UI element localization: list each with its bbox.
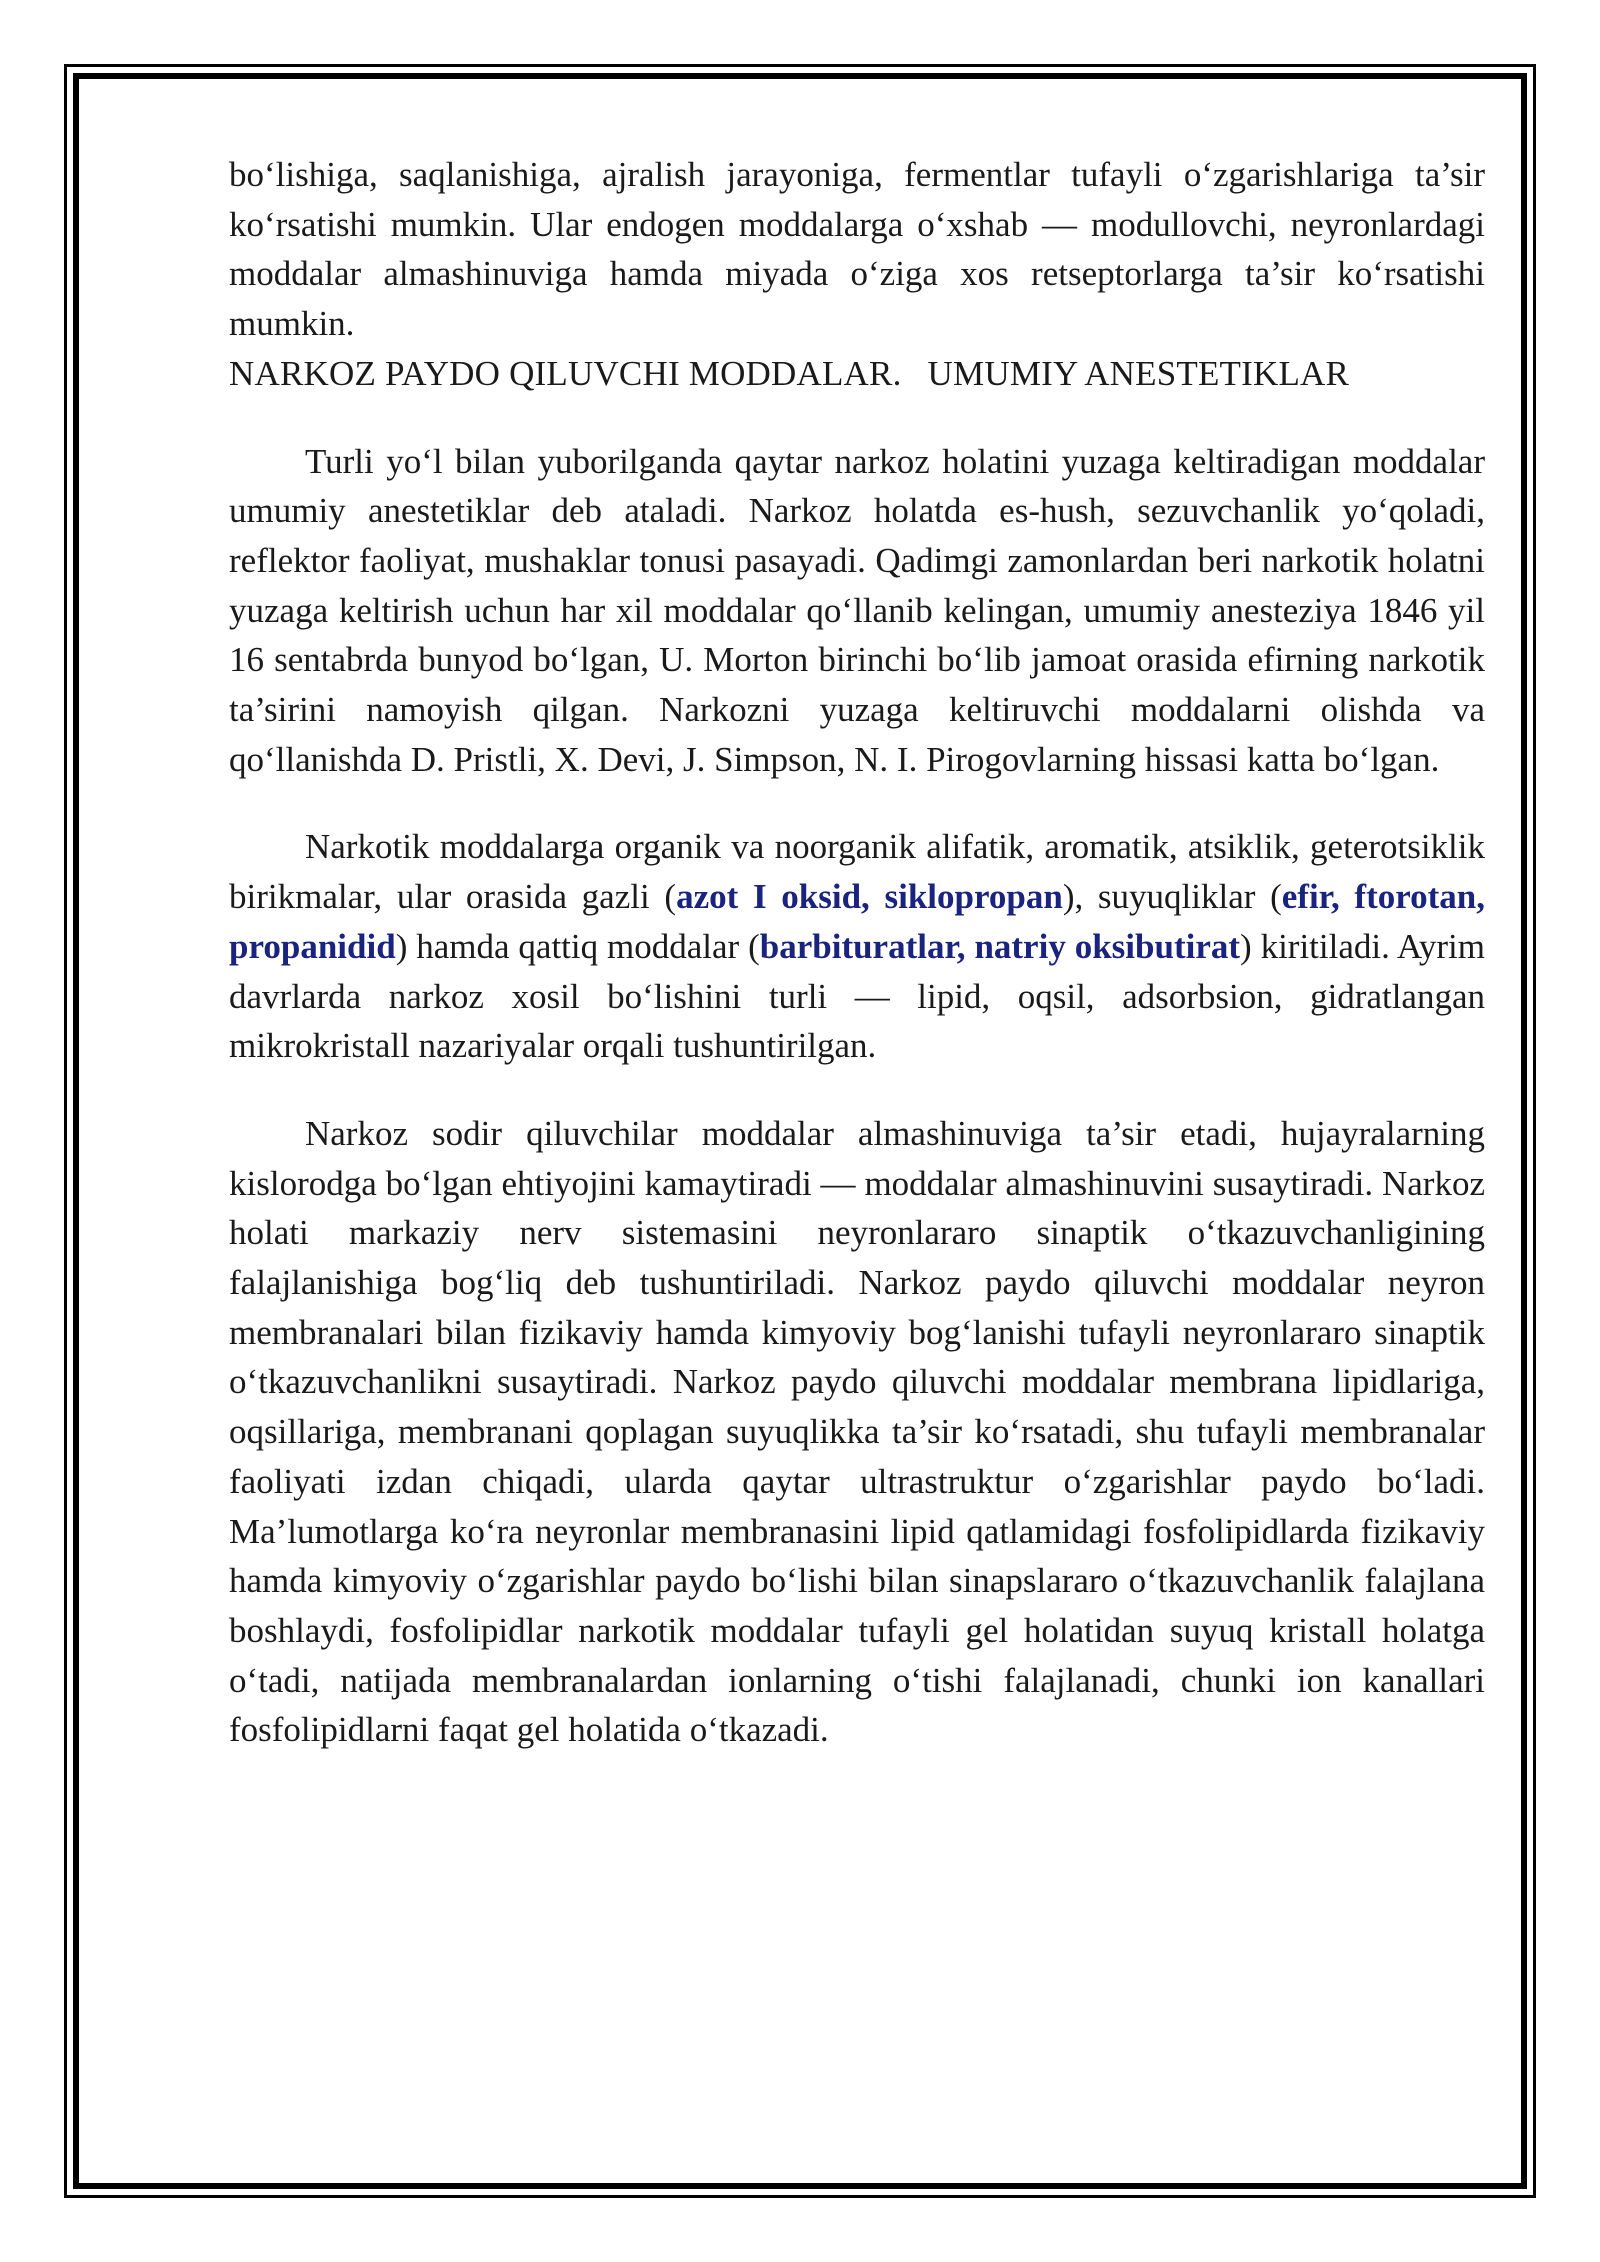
page-content — [229, 150, 1485, 1755]
paragraph-2-text-4: ) kiritiladi. Ayrim davrlarda narkoz xosil bo‘lishini turli — lipid, oqsil, adsorbsion, gidratlangan mikrokristall nazariyalar orqali tushuntirilgan. — [229, 926, 1485, 1066]
highlight-gases: azot I oksid, siklopropan — [676, 877, 1063, 917]
paragraph-2-text-1: Narkotik moddalarga organik va noorganik alifatik, aromatik, atsiklik, geterotsiklik birikmalar, ular orasida gazli ( — [229, 827, 1485, 917]
paragraph-2 — [229, 822, 1485, 1071]
highlight-liquids: efir, ftorotan, propanidid — [229, 877, 1486, 966]
section-heading — [229, 349, 1485, 399]
paragraph-1: Turli yo‘l bilan yuborilganda qaytar narkoz holatini yuzaga keltiradigan moddalar umumiy anestetiklar deb ataladi. Narkoz holatda es-hush, sezuvchanlik yo‘qoladi, reflektor faoliyat, mushaklar tonusi pasayadi. Qadimgi zamonlardan beri narkotik holatni yuzaga keltirish uchun har xil moddalar qo‘llanib kelingan, umumiy anesteziya 1846 yil 16 sentabrda bunyod bo‘lgan, U. Morton birinchi bo‘lib jamoat orasida efirning narkotik ta’sirini namoyish qilgan. Narkozni yuzaga keltiruvchi moddalarni olishda va qo‘llanishda D. Pristli, X. Devi, J. Simpson, N. I. Pirogovlarning hissasi katta bo‘lgan. — [229, 441, 1485, 779]
heading-part-2: UMUMIY ANESTETIKLAR — [927, 353, 1350, 393]
paragraph-2-text-3: ) hamda qattiq moddalar ( — [395, 926, 760, 966]
heading-part-1: NARKOZ PAYDO QILUVCHI MODDALAR. — [229, 353, 902, 393]
paragraph-3: Narkoz sodir qiluvchilar moddalar almashinuviga ta’sir etadi, hujayralarning kislorodga bo‘lgan ehtiyojini kamaytiradi — moddalar almashinuvini susaytiradi. Narkoz holati markaziy nerv sistemasini neyronlararo sinaptik o‘tkazuvchanligining falajlanishiga bog‘liq deb tushuntiriladi. Narkoz paydo qiluvchi moddalar neyron membranalari bilan fizikaviy hamda kimyoviy bog‘lanishi tufayli neyronlararo sinaptik o‘tkazuvchanlikni susaytiradi. Narkoz paydo qiluvchi moddalar membrana lipidlariga, oqsillariga, membranani qoplagan suyuqlikka ta’sir ko‘rsatadi, shu tufayli membranalar faoliyati izdan chiqadi, ularda qaytar ultrastruktur o‘zgarishlar paydo bo‘ladi. Ma’lumotlarga ko‘ra neyronlar membranasini lipid qatlamidagi fosfolipidlarda fizikaviy hamda kimyoviy o‘zgarishlar paydo bo‘lishi bilan sinapslararo o‘tkazuvchanlik falajlana boshlaydi, fosfolipidlar narkotik moddalar tufayli gel holatidan suyuq kristall holatga o‘tadi, natijada membranalardan ionlarning o‘tishi falajlanadi, chunki ion kanallari fosfolipidlarni faqat gel holatida o‘tkazadi. — [229, 1113, 1485, 1750]
intro-paragraph: bo‘lishiga, saqlanishiga, ajralish jarayoniga, fermentlar tufayli o‘zgarishlariga ta’sir ko‘rsatishi mumkin. Ular endogen moddalarga o‘xshab — modullovchi, neyronlardagi moddalar almashinuviga hamda miyada o‘ziga xos retseptorlarga ta’sir ko‘rsatishi mumkin. — [229, 155, 1485, 344]
paragraph-2-text-2: ), suyuqliklar ( — [1062, 877, 1282, 917]
highlight-solids: barbituratlar, natriy oksibutirat — [759, 926, 1241, 966]
